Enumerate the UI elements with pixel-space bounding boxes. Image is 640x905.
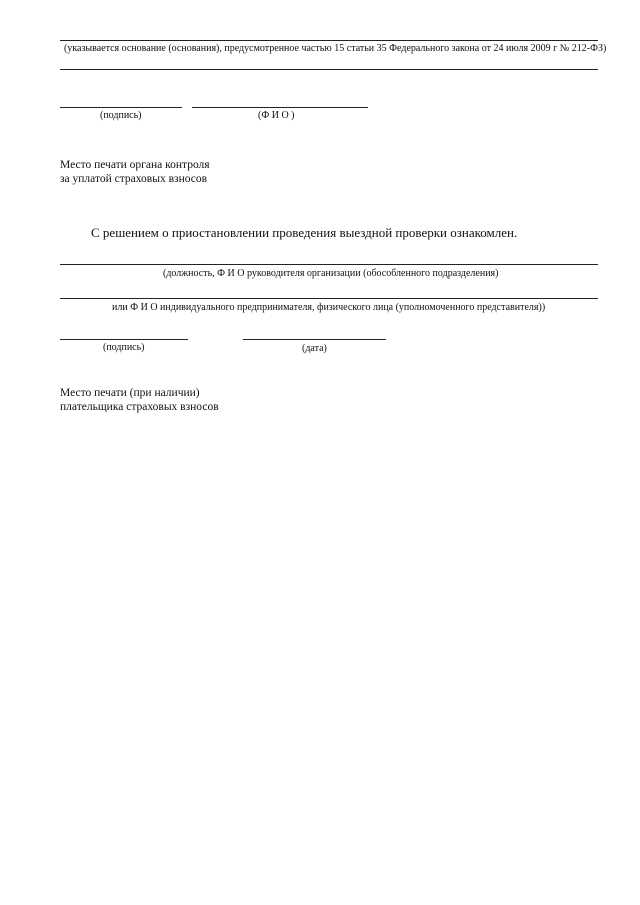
entrepreneur-line [60,298,598,299]
payer-signature-line [60,339,188,340]
payer-stamp-line1: Место печати (при наличии) [60,387,200,399]
inspector-signature-line [60,107,182,108]
payer-stamp-line2: плательщика страховых взносов [60,401,219,413]
entrepreneur-caption: или Ф И О индивидуального предпринимателя, физического лица (уполномоченного представителя)) [112,302,546,313]
payer-stamp-place [60,386,219,414]
payer-date-line [243,339,386,340]
authority-stamp-place [60,158,210,186]
position-caption: (должность, Ф И О руководителя организации (обособленного подразделения) [163,268,499,279]
inspector-signature-caption: (подпись) [100,110,142,121]
position-line [60,264,598,265]
payer-signature-caption: (подпись) [103,342,145,353]
payer-date-caption: (дата) [302,343,327,354]
basis-caption: (указывается основание (основания), предусмотренное частью 15 статьи 35 Федерального закона от 24 июля 2009 г № 212-ФЗ) [64,43,607,54]
authority-stamp-line1: Место печати органа контроля [60,159,210,171]
inspector-name-caption: (Ф И О ) [258,110,295,121]
basis-top-line [60,40,598,41]
basis-blank-line [60,69,598,70]
inspector-name-line [192,107,368,108]
authority-stamp-line2: за уплатой страховых взносов [60,173,208,185]
acknowledgement-text: С решением о приостановлении проведения выездной проверки ознакомлен. [91,225,518,240]
